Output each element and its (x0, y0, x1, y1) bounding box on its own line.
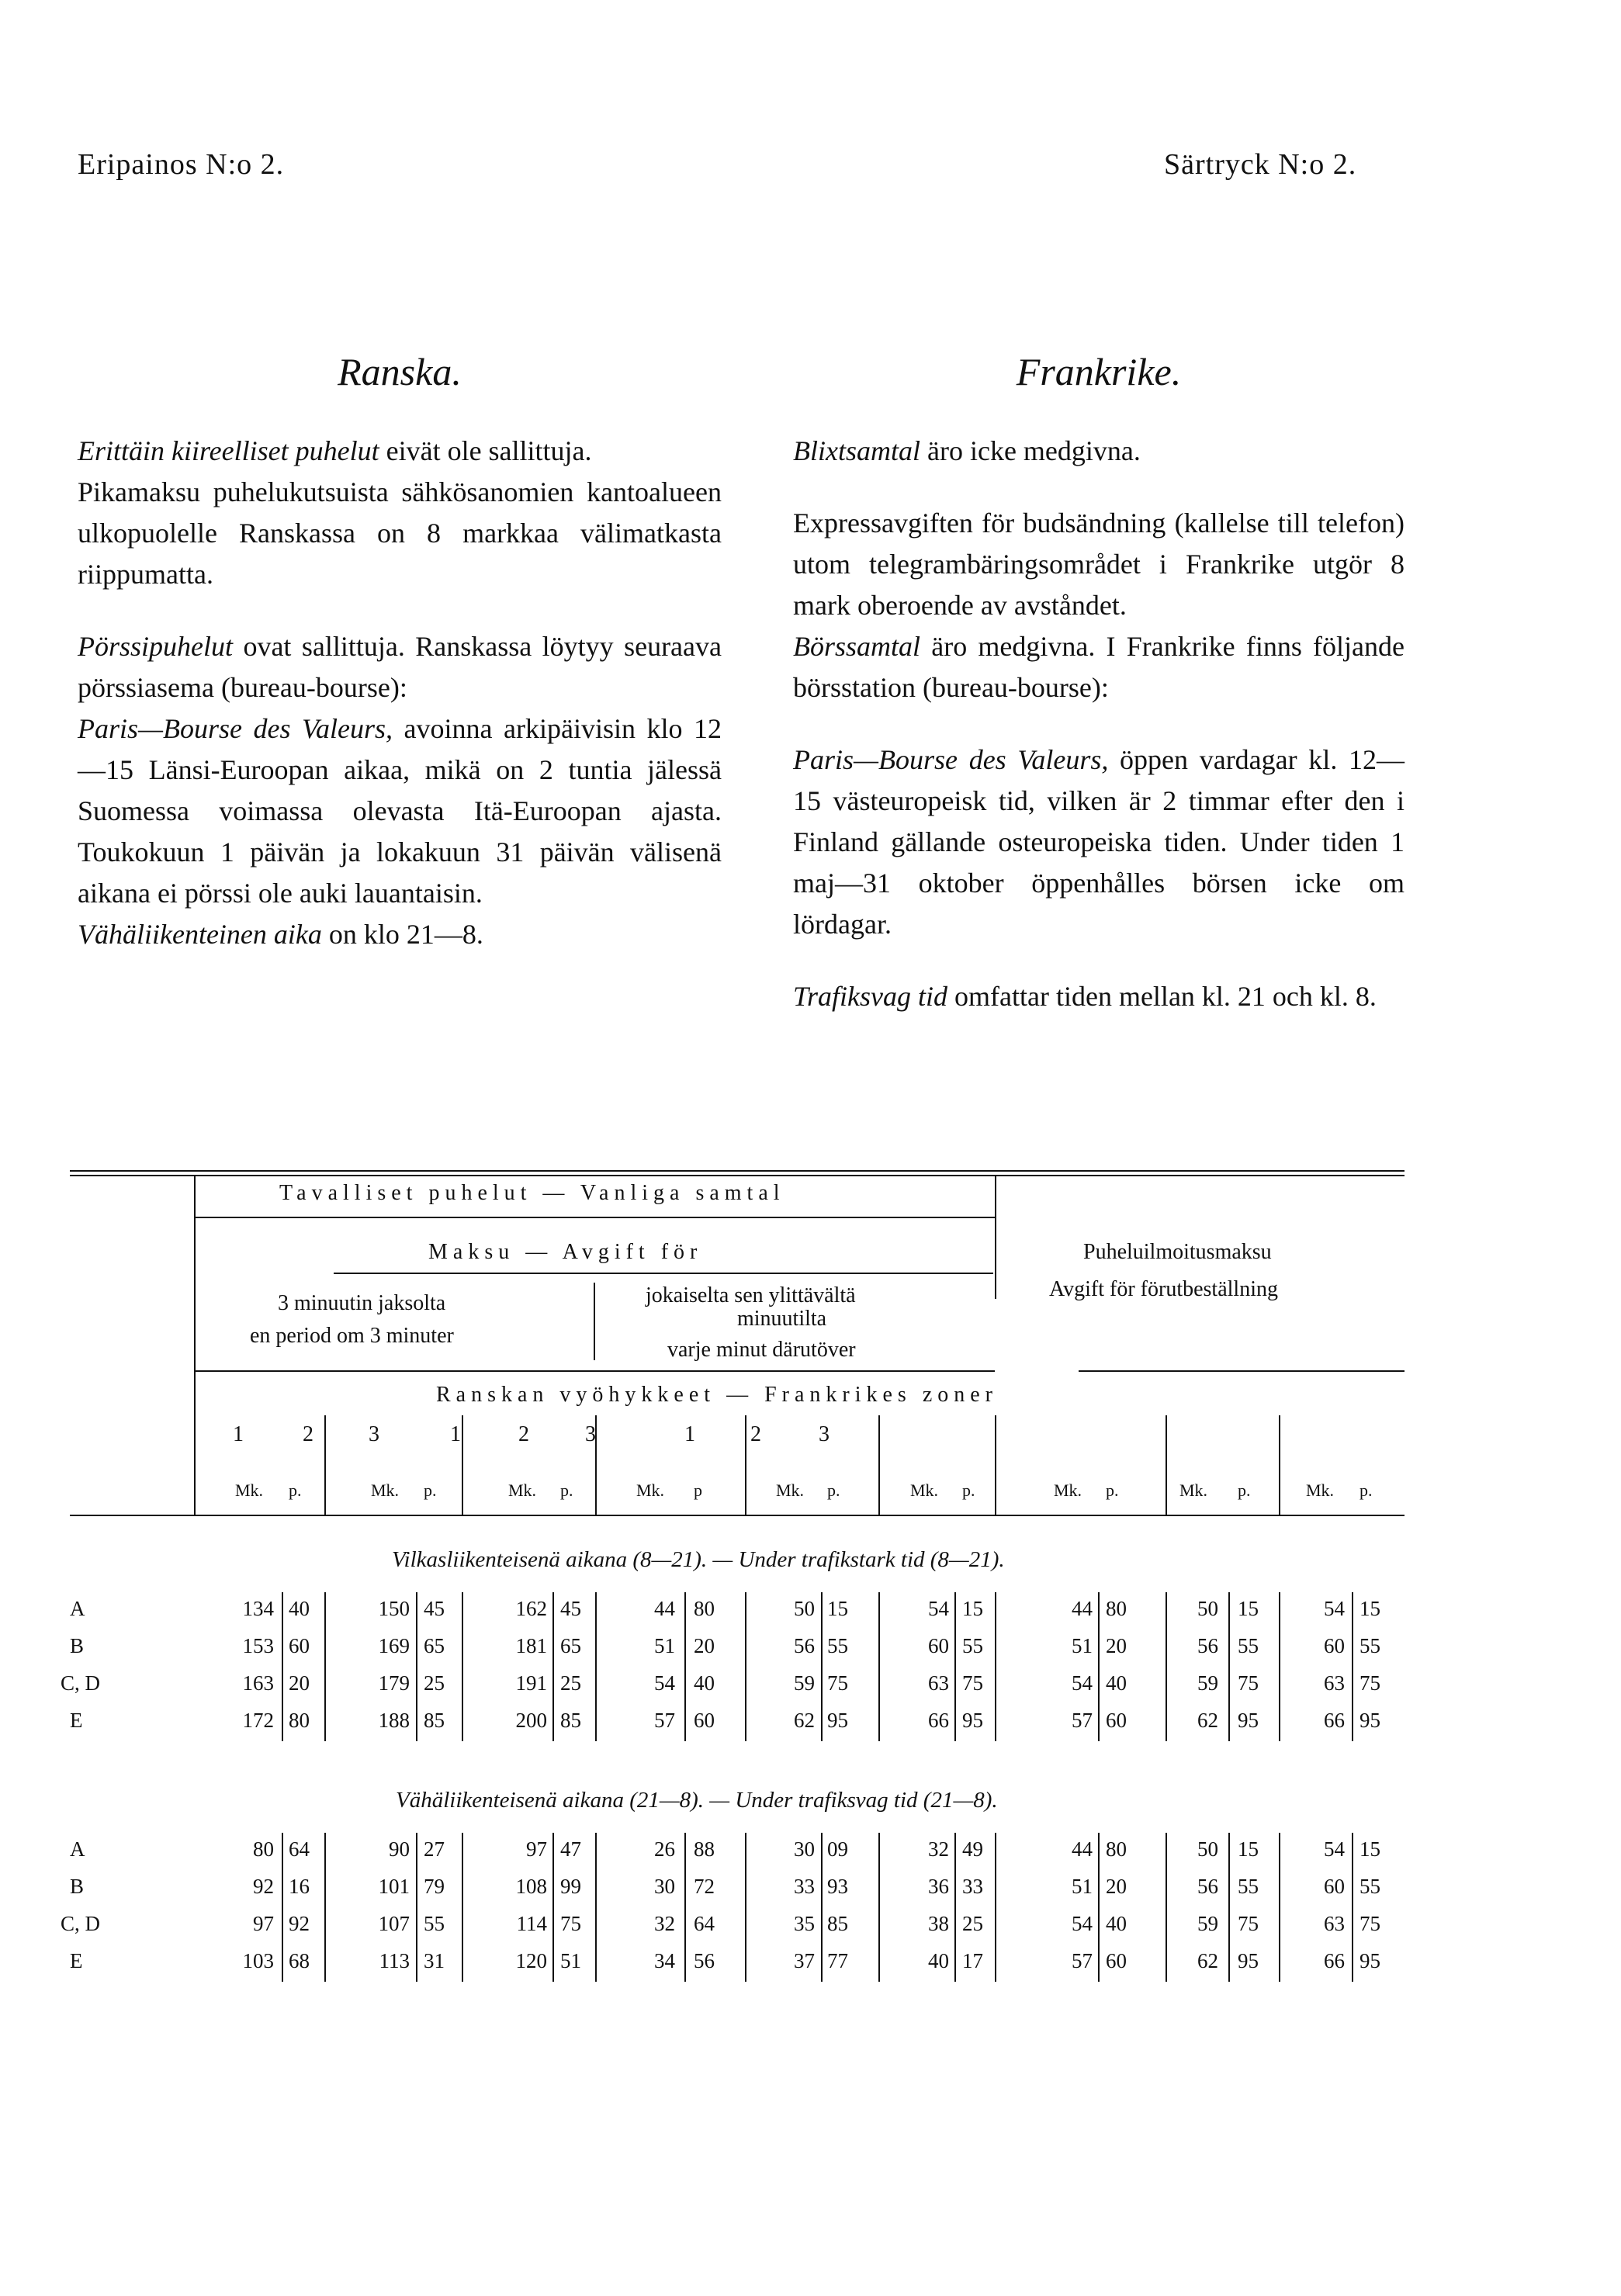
section-2-cell-p: 75 (1359, 1912, 1380, 1935)
section-1-cell-mk: 44 (654, 1597, 675, 1620)
section-2-cell-mk: 44 (1072, 1837, 1093, 1861)
section-2-cell-mk: 33 (794, 1875, 815, 1898)
section-1-cell-mk: 54 (928, 1597, 949, 1620)
zone-number: 2 (518, 1422, 529, 1446)
section-2-cell-p: 47 (560, 1837, 581, 1861)
zone-number: 2 (303, 1422, 313, 1446)
unit-mk-label: Mk. (235, 1480, 264, 1500)
section-1-mk-p-divider (552, 1592, 554, 1741)
section-1-cell-p: 65 (424, 1634, 445, 1657)
unit-mk-label: Mk. (636, 1480, 665, 1500)
section-1-cell-p: 40 (1106, 1671, 1127, 1695)
unit-mk-label: Mk. (1054, 1480, 1082, 1500)
table-header-mid-rule (995, 1175, 996, 1299)
section-1-cell-mk: 63 (928, 1671, 949, 1695)
section-2-cell-p: 09 (827, 1837, 848, 1861)
section-1-cell-p: 25 (424, 1671, 445, 1695)
section-1-cell-p: 25 (560, 1671, 581, 1695)
section-2-cell-mk: 37 (794, 1949, 815, 1972)
section-1-cell-p: 95 (827, 1709, 848, 1732)
section-2-cell-mk: 30 (654, 1875, 675, 1898)
section-2-cell-mk: 38 (928, 1912, 949, 1935)
unit-p-label: p. (962, 1480, 975, 1500)
section-1-group-divider (878, 1592, 880, 1741)
finnish-para-5-em: Vähäliikenteinen aika (78, 919, 322, 950)
section-1-cell-p: 20 (694, 1634, 715, 1657)
section-2-group-divider (595, 1833, 597, 1982)
section-2-group-divider (745, 1833, 746, 1982)
section-2-mk-p-divider (552, 1833, 554, 1982)
swedish-para-3 (793, 626, 1405, 708)
swedish-para-1 (793, 431, 1405, 472)
finnish-para-3-text: ovat sallittuja. Ranskassa löytyy seuraava pörssiasema (bureau-bourse): (78, 631, 722, 703)
zone-divider (324, 1415, 326, 1515)
section-1-row-label: E (70, 1709, 83, 1732)
section-1-cell-p: 55 (962, 1634, 983, 1657)
unit-p-label: p. (1238, 1480, 1251, 1500)
section-2-cell-p: 55 (1238, 1875, 1259, 1898)
section-2-cell-mk: 35 (794, 1912, 815, 1935)
zone-number: 3 (585, 1422, 596, 1446)
section-1-cell-p: 60 (1106, 1709, 1127, 1732)
section-1-group-divider (1279, 1592, 1280, 1741)
unit-p-label: p. (289, 1480, 302, 1500)
section-1-cell-mk: 188 (378, 1709, 410, 1732)
section-1-cell-mk: 66 (928, 1709, 949, 1732)
table-header-rule-3 (194, 1370, 995, 1372)
section-2-group-divider (1279, 1833, 1280, 1982)
table-head-each-sv: varje minut därutöver (667, 1338, 856, 1362)
section-1-mk-p-divider (821, 1592, 823, 1741)
section-1-cell-mk: 56 (794, 1634, 815, 1657)
section-2-cell-mk: 60 (1324, 1875, 1345, 1898)
section-2-cell-p: 85 (827, 1912, 848, 1935)
swedish-para-5-text: omfattar tiden mellan kl. 21 och kl. 8. (947, 981, 1377, 1012)
finnish-para-4-em: Paris—Bourse des Valeurs, (78, 713, 393, 744)
section-2-cell-p: 55 (424, 1912, 445, 1935)
section-2-cell-mk: 34 (654, 1949, 675, 1972)
section-1-cell-p: 45 (560, 1597, 581, 1620)
section-2-group-divider (324, 1833, 326, 1982)
section-1-cell-mk: 51 (654, 1634, 675, 1657)
section-2-cell-p: 40 (1106, 1912, 1127, 1935)
section-2-cell-mk: 50 (1197, 1837, 1218, 1861)
section-1-cell-p: 60 (694, 1709, 715, 1732)
section-1-cell-p: 75 (1238, 1671, 1259, 1695)
section-1-mk-p-divider (282, 1592, 283, 1741)
finnish-title: Ranska. (338, 350, 462, 393)
section-1-cell-mk: 169 (378, 1634, 410, 1657)
section-1-cell-mk: 191 (515, 1671, 547, 1695)
unit-mk-label: Mk. (910, 1480, 939, 1500)
section-2-cell-mk: 54 (1072, 1912, 1093, 1935)
section-2-cell-p: 64 (289, 1837, 310, 1861)
section-2-group-divider (462, 1833, 463, 1982)
section-2-cell-p: 95 (1359, 1949, 1380, 1972)
section-1-cell-mk: 181 (515, 1634, 547, 1657)
swedish-para-5 (793, 976, 1405, 1017)
section-2-cell-mk: 36 (928, 1875, 949, 1898)
section-2-cell-mk: 107 (378, 1912, 410, 1935)
rate-table (61, 1170, 1405, 2010)
zone-number: 3 (819, 1422, 830, 1446)
finnish-para-3 (78, 626, 722, 708)
section-1-cell-mk: 50 (1197, 1597, 1218, 1620)
section-2-cell-p: 55 (1359, 1875, 1380, 1898)
section-1-cell-p: 95 (962, 1709, 983, 1732)
section-1-cell-p: 95 (1238, 1709, 1259, 1732)
zone-number: 1 (450, 1422, 461, 1446)
unit-p-label: p. (424, 1480, 437, 1500)
section-2-cell-mk: 57 (1072, 1949, 1093, 1972)
section-1-group-divider (462, 1592, 463, 1741)
section-1-cell-p: 80 (694, 1597, 715, 1620)
section-2-cell-mk: 120 (515, 1949, 547, 1972)
section-2-cell-mk: 51 (1072, 1875, 1093, 1898)
unit-mk-label: Mk. (1306, 1480, 1335, 1500)
section-1-cell-p: 55 (827, 1634, 848, 1657)
section-2-cell-mk: 40 (928, 1949, 949, 1972)
section-2-cell-p: 77 (827, 1949, 848, 1972)
section-2-group-divider (995, 1833, 996, 1982)
section-2-cell-mk: 32 (928, 1837, 949, 1861)
swedish-para-2: Expressavgiften för budsändning (kallelse till telefon) utom telegrambäringsområdet i Frankrike utgör 8 mark oberoende av avståndet. (793, 507, 1405, 621)
section-1-cell-p: 40 (289, 1597, 310, 1620)
table-header-rule-2 (334, 1273, 993, 1274)
section-1-cell-mk: 163 (242, 1671, 274, 1695)
section-1-cell-mk: 54 (654, 1671, 675, 1695)
section-2-cell-mk: 32 (654, 1912, 675, 1935)
section-1-cell-p: 20 (1106, 1634, 1127, 1657)
zone-number: 2 (750, 1422, 761, 1446)
section-1-cell-mk: 63 (1324, 1671, 1345, 1695)
section-1-row-label: C, D (61, 1671, 101, 1695)
finnish-para-4-text: avoinna arkipäivisin klo 12—15 Länsi-Euroopan aikaa, mikä on 2 tuntia jälessä Suomessa voimassa olevasta Itä-Euroopan ajasta. Toukokuun 1 päivän ja lokakuun 31 päivän välisenä aikana ei pörssi ole auki lauantaisin. (78, 713, 722, 909)
section-2-cell-mk: 26 (654, 1837, 675, 1861)
unit-mk-label: Mk. (1179, 1480, 1208, 1500)
unit-p-label: p. (560, 1480, 573, 1500)
section-2-cell-p: 60 (1106, 1949, 1127, 1972)
finnish-para-1-text: eivät ole sallittuja. (379, 435, 592, 466)
section-1-group-divider (995, 1592, 996, 1741)
section-2-group-divider (1166, 1833, 1167, 1982)
header-right: Särtryck N:o 2. (1164, 148, 1357, 181)
section-1-cell-p: 65 (560, 1634, 581, 1657)
zone-divider (462, 1415, 463, 1515)
section-1-cell-mk: 153 (242, 1634, 274, 1657)
section-1-cell-p: 75 (962, 1671, 983, 1695)
section-1-cell-mk: 200 (515, 1709, 547, 1732)
table-head-ordinary-calls: Tavalliset puhelut — Vanliga samtal (279, 1181, 785, 1205)
section-2-cell-p: 95 (1238, 1949, 1259, 1972)
table-top-rule-2 (70, 1175, 1405, 1176)
section-2-mk-p-divider (684, 1833, 686, 1982)
zone-number: 1 (684, 1422, 695, 1446)
section-2-cell-p: 88 (694, 1837, 715, 1861)
section-1-group-divider (1166, 1592, 1167, 1741)
section-1-cell-p: 55 (1238, 1634, 1259, 1657)
section-1-cell-mk: 51 (1072, 1634, 1093, 1657)
section-1-cell-p: 15 (1359, 1597, 1380, 1620)
section-1-cell-p: 75 (1359, 1671, 1380, 1695)
section-1-mk-p-divider (1098, 1592, 1100, 1741)
section-1-cell-mk: 172 (242, 1709, 274, 1732)
section-2-cell-p: 15 (1359, 1837, 1380, 1861)
section-2-row-label: C, D (61, 1912, 101, 1935)
table-header-split-rule (594, 1283, 595, 1360)
section-1-cell-mk: 50 (794, 1597, 815, 1620)
section-1-cell-p: 20 (289, 1671, 310, 1695)
section-2-cell-mk: 80 (253, 1837, 274, 1861)
section-2-cell-mk: 30 (794, 1837, 815, 1861)
section-1-cell-mk: 54 (1324, 1597, 1345, 1620)
finnish-para-5-text: on klo 21—8. (321, 919, 483, 950)
zone-number: 3 (369, 1422, 379, 1446)
table-head-3min-fi: 3 minuutin jaksolta (278, 1291, 446, 1315)
table-header-bottom-rule (70, 1515, 1405, 1516)
swedish-para-3-em: Börssamtal (793, 631, 921, 662)
table-header-left-rule (194, 1175, 196, 1515)
section-2-cell-p: 17 (962, 1949, 983, 1972)
section-1-cell-p: 60 (289, 1634, 310, 1657)
zone-divider (595, 1415, 597, 1515)
unit-p-label: p (694, 1480, 702, 1500)
section-1-cell-p: 15 (1238, 1597, 1259, 1620)
section-2-cell-p: 51 (560, 1949, 581, 1972)
unit-mk-label: Mk. (508, 1480, 537, 1500)
section-2-mk-p-divider (1352, 1833, 1353, 1982)
section-2-cell-mk: 59 (1197, 1912, 1218, 1935)
section-2-cell-mk: 90 (389, 1837, 410, 1861)
section-2-cell-p: 27 (424, 1837, 445, 1861)
section-1-cell-mk: 60 (928, 1634, 949, 1657)
section-2-mk-p-divider (416, 1833, 417, 1982)
table-head-each-fi2: minuutilta (737, 1307, 827, 1331)
section-1-cell-p: 55 (1359, 1634, 1380, 1657)
section-2-cell-p: 56 (694, 1949, 715, 1972)
table-head-notice-sv: Avgift för förutbeställning (1049, 1277, 1278, 1301)
section-2-cell-mk: 56 (1197, 1875, 1218, 1898)
section-2-row-label: A (70, 1837, 85, 1861)
section-2-cell-p: 79 (424, 1875, 445, 1898)
finnish-para-1-em: Erittäin kiireelliset puhelut (78, 435, 379, 466)
finnish-para-5 (78, 914, 722, 955)
swedish-column (793, 431, 1405, 1017)
section-1-row-label: A (70, 1597, 85, 1620)
section-2-cell-mk: 62 (1197, 1949, 1218, 1972)
section-1-cell-mk: 54 (1072, 1671, 1093, 1695)
table-head-zones: Ranskan vyöhykkeet — Frankrikes zoner (436, 1383, 998, 1407)
section-2-cell-mk: 103 (242, 1949, 274, 1972)
section-2-cell-mk: 113 (379, 1949, 410, 1972)
unit-p-label: p. (1359, 1480, 1373, 1500)
zone-divider (745, 1415, 746, 1515)
section-1-cell-p: 85 (424, 1709, 445, 1732)
section-1-mk-p-divider (1228, 1592, 1230, 1741)
section-1-cell-p: 75 (827, 1671, 848, 1695)
unit-mk-label: Mk. (776, 1480, 805, 1500)
section-2-cell-p: 25 (962, 1912, 983, 1935)
section-1-cell-mk: 162 (515, 1597, 547, 1620)
finnish-para-4 (78, 708, 722, 914)
section-2-cell-mk: 108 (515, 1875, 547, 1898)
section-1-cell-mk: 66 (1324, 1709, 1345, 1732)
section-1-group-divider (324, 1592, 326, 1741)
section-2-mk-p-divider (282, 1833, 283, 1982)
finnish-column (78, 431, 722, 955)
section-1-cell-mk: 44 (1072, 1597, 1093, 1620)
section-1-cell-p: 15 (827, 1597, 848, 1620)
section-1-title: Vilkasliikenteisenä aikana (8—21). — Under trafikstark tid (8—21). (392, 1547, 1005, 1572)
section-2-cell-p: 15 (1238, 1837, 1259, 1861)
section-2-cell-mk: 66 (1324, 1949, 1345, 1972)
swedish-para-1-em: Blixtsamtal (793, 435, 920, 466)
section-1-group-divider (745, 1592, 746, 1741)
section-2-cell-mk: 63 (1324, 1912, 1345, 1935)
unit-mk-label: Mk. (371, 1480, 400, 1500)
section-2-cell-mk: 54 (1324, 1837, 1345, 1861)
section-1-cell-p: 45 (424, 1597, 445, 1620)
section-1-mk-p-divider (954, 1592, 956, 1741)
section-2-cell-mk: 114 (516, 1912, 547, 1935)
section-2-cell-p: 68 (289, 1949, 310, 1972)
section-2-cell-mk: 92 (253, 1875, 274, 1898)
section-1-cell-p: 40 (694, 1671, 715, 1695)
section-2-cell-p: 92 (289, 1912, 310, 1935)
section-2-cell-p: 64 (694, 1912, 715, 1935)
table-head-3min-sv: en period om 3 minuter (250, 1324, 454, 1348)
section-1-group-divider (595, 1592, 597, 1741)
swedish-para-4-text: öppen vardagar kl. 12—15 västeuropeisk tid, vilken är 2 timmar efter den i Finland gällande osteuropeiska tiden. Under tiden 1 maj—31 oktober öppenhålles börsen icke om lördagar. (793, 744, 1405, 940)
section-2-row-label: E (70, 1949, 83, 1972)
zone-number: 1 (233, 1422, 244, 1446)
section-1-cell-mk: 134 (242, 1597, 274, 1620)
unit-p-label: p. (1106, 1480, 1119, 1500)
section-2-cell-mk: 101 (378, 1875, 410, 1898)
table-head-notice-fi: Puheluilmoitusmaksu (1083, 1240, 1272, 1264)
header-left: Eripainos N:o 2. (78, 148, 285, 181)
finnish-para-1 (78, 431, 722, 472)
section-1-cell-mk: 59 (1197, 1671, 1218, 1695)
table-top-rule (70, 1170, 1405, 1172)
section-1-cell-p: 15 (962, 1597, 983, 1620)
zone-divider (995, 1415, 996, 1515)
section-1-cell-p: 80 (289, 1709, 310, 1732)
table-header-rule-1 (194, 1217, 995, 1218)
section-1-mk-p-divider (684, 1592, 686, 1741)
section-1-cell-p: 95 (1359, 1709, 1380, 1732)
section-1-cell-mk: 57 (1072, 1709, 1093, 1732)
section-1-cell-mk: 56 (1197, 1634, 1218, 1657)
section-2-cell-p: 75 (1238, 1912, 1259, 1935)
finnish-para-2: Pikamaksu puhelukutsuista sähkösanomien kantoalueen ulkopuolelle Ranskassa on 8 markkaa välimatkasta riippumatta. (78, 476, 722, 590)
section-2-cell-p: 33 (962, 1875, 983, 1898)
section-1-cell-mk: 62 (794, 1709, 815, 1732)
section-2-row-label: B (70, 1875, 85, 1898)
section-1-cell-mk: 59 (794, 1671, 815, 1695)
zone-divider (878, 1415, 880, 1515)
section-1-mk-p-divider (1352, 1592, 1353, 1741)
section-1-mk-p-divider (416, 1592, 417, 1741)
section-1-cell-mk: 150 (378, 1597, 410, 1620)
table-head-charge: Maksu — Avgift för (428, 1240, 703, 1264)
section-2-mk-p-divider (821, 1833, 823, 1982)
section-1-row-label: B (70, 1634, 85, 1657)
section-2-cell-p: 75 (560, 1912, 581, 1935)
swedish-para-1-text: äro icke medgivna. (920, 435, 1141, 466)
section-2-cell-p: 20 (1106, 1875, 1127, 1898)
section-2-cell-p: 49 (962, 1837, 983, 1861)
section-2-mk-p-divider (1228, 1833, 1230, 1982)
section-1-cell-p: 80 (1106, 1597, 1127, 1620)
table-head-each-fi: jokaiselta sen ylittävältä (646, 1283, 856, 1307)
section-2-mk-p-divider (1098, 1833, 1100, 1982)
section-1-cell-mk: 62 (1197, 1709, 1218, 1732)
swedish-title: Frankrike. (1016, 350, 1182, 393)
section-1-cell-mk: 179 (378, 1671, 410, 1695)
finnish-para-3-em: Pörssipuhelut (78, 631, 234, 662)
swedish-para-3-text: äro medgivna. I Frankrike finns följande börsstation (bureau-bourse): (793, 631, 1405, 703)
section-1-cell-p: 85 (560, 1709, 581, 1732)
swedish-para-4 (793, 739, 1405, 945)
section-2-group-divider (878, 1833, 880, 1982)
table-header-rule-3b (1079, 1370, 1405, 1372)
section-2-cell-p: 72 (694, 1875, 715, 1898)
section-2-cell-mk: 97 (253, 1912, 274, 1935)
zone-divider (1166, 1415, 1167, 1515)
section-2-cell-mk: 97 (526, 1837, 547, 1861)
section-2-cell-p: 31 (424, 1949, 445, 1972)
swedish-para-5-em: Trafiksvag tid (793, 981, 948, 1012)
section-2-cell-p: 80 (1106, 1837, 1127, 1861)
zone-divider (1279, 1415, 1280, 1515)
section-2-title: Vähäliikenteisenä aikana (21—8). — Under trafiksvag tid (21—8). (396, 1788, 998, 1813)
section-1-cell-mk: 60 (1324, 1634, 1345, 1657)
unit-p-label: p. (827, 1480, 840, 1500)
section-2-cell-p: 99 (560, 1875, 581, 1898)
section-2-cell-p: 16 (289, 1875, 310, 1898)
section-2-mk-p-divider (954, 1833, 956, 1982)
section-1-cell-mk: 57 (654, 1709, 675, 1732)
section-2-cell-p: 93 (827, 1875, 848, 1898)
swedish-para-4-em: Paris—Bourse des Valeurs, (793, 744, 1109, 775)
